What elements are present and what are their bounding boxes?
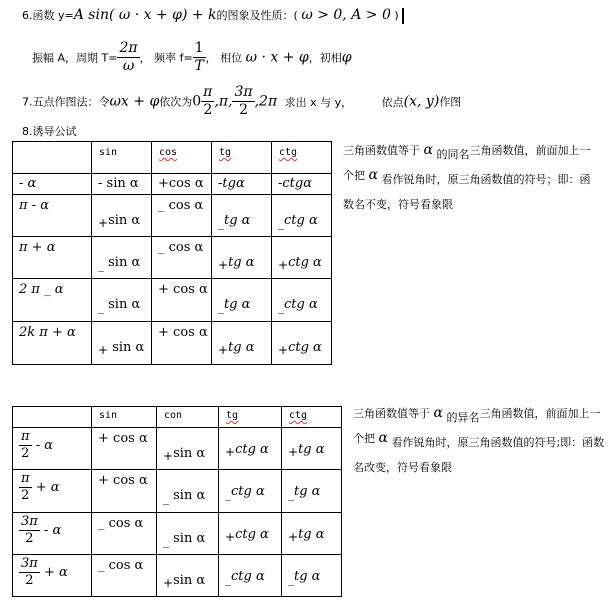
ctg-cell — [282, 555, 342, 597]
cell-value — [158, 282, 208, 297]
period-denominator: ω — [122, 58, 135, 74]
header-cell-sin — [92, 407, 157, 428]
close-paren: ) — [394, 9, 399, 22]
ctg-cell — [282, 513, 342, 555]
header-cell-empty — [13, 407, 92, 428]
expr: tg α — [298, 442, 325, 457]
expr: tg α — [228, 255, 255, 270]
cos-cell — [152, 279, 212, 322]
expr: cos α — [108, 516, 144, 531]
cell-value — [163, 446, 205, 463]
sin-cell — [92, 174, 152, 195]
denominator: 2 — [203, 102, 213, 118]
expr: ctg α — [288, 255, 322, 270]
cell-value — [218, 176, 245, 191]
tg-cell — [212, 195, 272, 237]
phase-expression: ωx + φ — [109, 93, 160, 110]
sign: _ — [278, 216, 284, 230]
header-label: con — [164, 410, 183, 421]
header-cell-tg — [219, 407, 282, 428]
sign: + — [163, 576, 174, 590]
expr: sin α — [173, 488, 206, 503]
tg-cell — [219, 555, 282, 597]
cell-value — [225, 442, 269, 459]
sign: - — [98, 176, 103, 191]
cell-value — [158, 198, 203, 213]
table-row — [13, 555, 342, 597]
row-label-cell — [13, 279, 92, 322]
ctg-cell — [272, 195, 332, 237]
sign: + — [278, 258, 289, 272]
row-label-cell — [13, 428, 92, 470]
row-label-cell — [13, 555, 92, 597]
row-label — [19, 471, 60, 504]
header-cell-sin — [92, 142, 152, 174]
header-cell-empty — [13, 142, 92, 174]
expr: tg α — [298, 527, 325, 542]
cell-value — [225, 569, 265, 586]
cell-value — [278, 297, 318, 314]
section-8-title: 8.诱导公试 — [22, 125, 77, 138]
row-label: - α — [19, 176, 37, 191]
expr: ctg α — [231, 569, 265, 584]
sign: + — [158, 325, 169, 340]
header-label: tg — [226, 410, 239, 421]
cos-cell — [157, 555, 219, 597]
note-text: 看作锐角时，原三角函数值的符号;即：函数名改变，符号看象限 — [353, 436, 605, 474]
row-label-cell — [13, 237, 92, 279]
sign: + — [218, 258, 229, 272]
expr: tg α — [228, 340, 255, 355]
table-header-row — [13, 142, 332, 174]
sin-cell — [92, 322, 152, 365]
expr: sin α — [106, 176, 139, 191]
sign: - — [218, 176, 223, 191]
cell-value — [278, 176, 312, 191]
cell-value — [278, 255, 322, 272]
cos-cell — [152, 322, 212, 365]
row-label: π + α — [19, 240, 56, 255]
denominator: 2 — [21, 488, 30, 503]
ctg-cell — [272, 174, 332, 195]
draw-label: 作图 — [439, 95, 462, 109]
ctg-cell — [282, 470, 342, 513]
table-row — [13, 513, 342, 555]
alpha-symbol: α — [433, 405, 443, 421]
note-text: 看作锐角时，原三角函数值的符号；即：函数名不变，符号看象限 — [343, 173, 591, 211]
denominator: 2 — [239, 102, 248, 118]
expr: cos α — [113, 473, 148, 488]
numerator: π — [21, 429, 30, 444]
solve-text: 求出 x 与 y， — [284, 95, 353, 109]
row-label: 2k π + α — [19, 325, 76, 340]
ctg-cell — [272, 279, 332, 322]
alpha-symbol: α — [423, 142, 433, 158]
sign: _ — [288, 572, 294, 586]
cos-cell — [152, 174, 212, 195]
sign: _ — [218, 300, 224, 314]
initial-phase-label: ，初相 — [308, 51, 342, 65]
header-cell-ctg — [272, 142, 332, 174]
numerator: π — [21, 471, 30, 486]
period-numerator: 2π — [119, 40, 138, 56]
cell-value — [225, 484, 265, 501]
sign: + — [98, 431, 109, 446]
header-label: sin — [99, 410, 118, 421]
cos-cell — [152, 237, 212, 279]
cell-value — [98, 297, 140, 314]
formula: A sin( ω · x + φ) + k — [73, 7, 217, 23]
denominator: 2 — [21, 446, 30, 461]
expr: ctg α — [284, 213, 318, 228]
cos-cell — [152, 195, 212, 237]
induction-formula-table-2 — [12, 406, 342, 597]
table-row — [13, 195, 332, 237]
row-label — [19, 514, 61, 547]
note-text: 三角函数值等于 — [353, 407, 430, 420]
phase-label: ， 相位 — [205, 51, 243, 65]
cos-cell — [157, 513, 219, 555]
sign: _ — [278, 300, 284, 314]
table-row — [13, 322, 332, 365]
sign: _ — [98, 516, 105, 531]
expr: sin α — [108, 297, 141, 312]
cell-value — [98, 255, 140, 272]
section-6-properties — [32, 40, 352, 75]
row-label-cell — [13, 174, 92, 195]
expr: tg α — [224, 213, 251, 228]
expr: sin α — [108, 213, 141, 228]
cell-value — [98, 431, 148, 446]
expr: tg α — [294, 569, 321, 584]
ctg-cell — [282, 428, 342, 470]
cell-value — [163, 531, 205, 548]
row-label-cell — [13, 470, 92, 513]
note-text: 三角函数值等于 — [343, 144, 420, 157]
sign: + — [98, 216, 109, 230]
header-label: cos — [159, 147, 178, 158]
cell-value — [218, 213, 250, 230]
sin-cell — [92, 279, 152, 322]
sign: _ — [98, 558, 105, 573]
point-expression: (x, y) — [403, 93, 440, 110]
sin-cell — [92, 555, 157, 597]
frequency-label: ， 频率 f= — [139, 51, 193, 65]
row-label: π - α — [19, 198, 49, 213]
initial-phase: φ — [341, 49, 352, 66]
sin-cell — [92, 428, 157, 470]
header-cell-con — [157, 407, 219, 428]
value-3pi-half — [232, 84, 254, 119]
sign: _ — [218, 216, 224, 230]
tg-cell — [212, 237, 272, 279]
expr: tg α — [294, 484, 321, 499]
expr: sin α — [173, 446, 206, 461]
header-label: ctg — [289, 410, 308, 421]
cell-value — [288, 527, 325, 544]
section-7-five-point — [22, 84, 461, 119]
sign: _ — [163, 491, 169, 505]
header-label: tg — [219, 147, 232, 158]
sign: + — [225, 530, 236, 544]
row-label — [19, 429, 53, 462]
tg-cell — [212, 322, 272, 365]
tg-cell — [212, 174, 272, 195]
numerator: π — [203, 84, 213, 100]
frequency-denominator: T — [194, 58, 204, 74]
note-text: 三角函数值，前面加上一个把 — [343, 144, 591, 182]
sign: _ — [288, 487, 294, 501]
expr: ctg α — [288, 340, 322, 355]
in-order-label: 依次为 — [159, 95, 193, 109]
frequency-fraction — [193, 40, 206, 75]
section-6-heading — [22, 7, 404, 24]
cell-value — [158, 240, 203, 255]
sign: + — [225, 445, 236, 459]
operator: - α — [43, 523, 62, 538]
expr: tgα — [222, 176, 245, 191]
expr: sin α — [112, 340, 145, 355]
expr: cos α — [168, 176, 204, 191]
sign: + — [158, 176, 169, 191]
cell-value — [98, 340, 144, 357]
cos-cell — [157, 428, 219, 470]
sin-cell — [92, 513, 157, 555]
cell-value — [218, 255, 255, 272]
ctg-cell — [272, 237, 332, 279]
cell-value — [98, 176, 139, 191]
sign: + — [288, 530, 299, 544]
operator: + α — [43, 565, 68, 580]
induction-formula-table-1 — [12, 141, 332, 365]
cell-value — [278, 340, 322, 357]
table-row — [13, 428, 342, 470]
numerator: 3π — [21, 514, 38, 529]
sign: _ — [225, 487, 231, 501]
denominator: 2 — [25, 573, 34, 588]
sign: + — [98, 473, 109, 488]
alpha-symbol: α — [378, 430, 388, 446]
expr: cos α — [113, 431, 148, 446]
ctg-cell — [272, 322, 332, 365]
expr: sin α — [173, 531, 206, 546]
heading-text: 6.函数 y= — [22, 9, 74, 22]
cell-value — [158, 325, 208, 340]
cell-value — [158, 176, 204, 191]
operator: - α — [35, 438, 53, 453]
heading-suffix: 的图象及性质：( — [216, 9, 298, 22]
five-point-label: 7.五点作图法：令 — [22, 95, 110, 109]
expr: cos α — [168, 240, 204, 255]
row-label-cell — [13, 195, 92, 237]
numerator: 3π — [21, 556, 38, 571]
expr: cos α — [108, 558, 144, 573]
row-label: 2 π _ α — [19, 282, 64, 297]
row-label — [19, 556, 68, 589]
sin-cell — [92, 470, 157, 513]
sign: _ — [98, 300, 104, 314]
expr: ctg α — [235, 442, 269, 457]
cos-cell — [157, 470, 219, 513]
expr: sin α — [108, 255, 141, 270]
expr: tg α — [224, 297, 251, 312]
cell-value — [225, 527, 269, 544]
value-0: 0 — [192, 93, 202, 110]
sign: + — [288, 445, 299, 459]
expr: ctgα — [282, 176, 313, 191]
cell-value — [288, 484, 320, 501]
cell-value — [98, 213, 140, 230]
sign: _ — [163, 534, 169, 548]
sin-cell — [92, 237, 152, 279]
expr: ctg α — [235, 527, 269, 542]
note-different-name-rule — [353, 403, 608, 478]
sign: _ — [225, 572, 231, 586]
expr: ctg α — [284, 297, 318, 312]
expr: cos α — [168, 198, 204, 213]
header-label: ctg — [279, 147, 298, 158]
tg-cell — [219, 428, 282, 470]
header-label: sin — [99, 147, 118, 158]
header-cell-cos — [152, 142, 212, 174]
sign: _ — [98, 258, 104, 272]
value-pi-half — [201, 84, 214, 119]
sign: + — [158, 282, 169, 297]
operator: + α — [35, 480, 60, 495]
cell-value — [98, 516, 143, 531]
amplitude-label: 振幅 A，周期 T= — [32, 51, 118, 65]
cell-value — [163, 488, 205, 505]
cell-value — [98, 473, 148, 488]
sign: - — [278, 176, 283, 191]
cell-value — [98, 558, 143, 573]
value-pi: ,π, — [214, 93, 233, 110]
sign: _ — [158, 240, 165, 255]
note-text: 的异名 — [446, 411, 480, 424]
cell-value — [288, 569, 320, 586]
sin-cell — [92, 195, 152, 237]
expr: cos α — [173, 282, 208, 297]
tg-cell — [219, 470, 282, 513]
sign: + — [218, 343, 229, 357]
cell-value — [288, 442, 325, 459]
cell-value — [218, 297, 250, 314]
text-cursor — [402, 8, 404, 24]
frequency-numerator: 1 — [194, 40, 204, 56]
tg-cell — [219, 513, 282, 555]
phase-expression: ω · x + φ — [245, 49, 309, 66]
sign: _ — [158, 198, 165, 213]
expr: cos α — [173, 325, 208, 340]
period-fraction — [117, 40, 139, 75]
table-header-row — [13, 407, 342, 428]
expr: ctg α — [231, 484, 265, 499]
table-row — [13, 237, 332, 279]
header-cell-ctg — [282, 407, 342, 428]
by-point-label: 依点 — [381, 95, 404, 109]
alpha-symbol: α — [368, 167, 378, 183]
numerator: 3π — [234, 84, 253, 100]
sign: + — [163, 449, 174, 463]
condition: ω > 0, A > 0 — [301, 7, 391, 23]
table-row — [13, 470, 342, 513]
cell-value — [278, 213, 318, 230]
cell-value — [163, 573, 205, 590]
table-row — [13, 174, 332, 195]
expr: sin α — [173, 573, 206, 588]
table-row — [13, 279, 332, 322]
note-same-name-rule — [343, 140, 598, 215]
sign: + — [98, 343, 109, 357]
row-label-cell — [13, 322, 92, 365]
value-2pi: ,2π — [254, 93, 278, 110]
note-text: 的同名 — [436, 148, 470, 161]
cell-value — [218, 340, 255, 357]
tg-cell — [212, 279, 272, 322]
sign: + — [278, 343, 289, 357]
header-cell-tg — [212, 142, 272, 174]
note-text: 三角函数值，前面加上一个把 — [353, 407, 601, 445]
denominator: 2 — [25, 531, 34, 546]
row-label-cell — [13, 513, 92, 555]
